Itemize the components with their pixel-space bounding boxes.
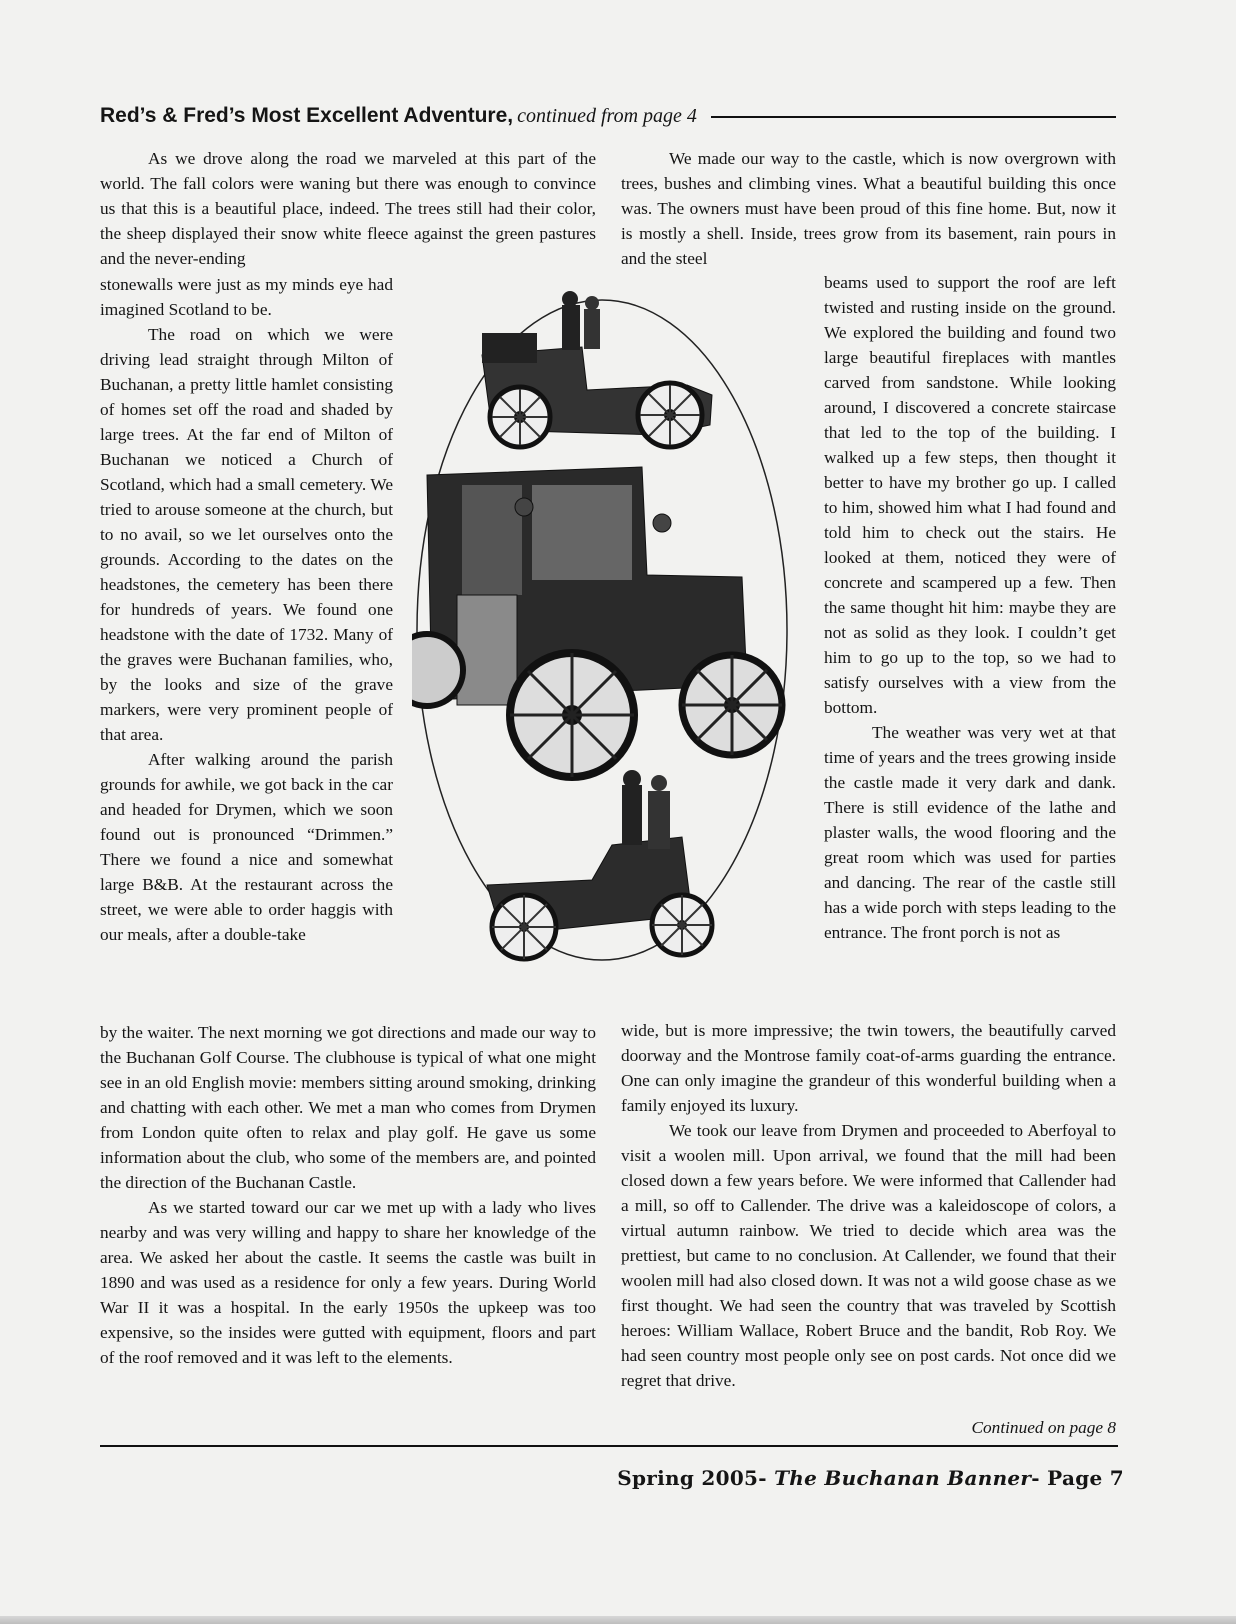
continued-on-label: Continued on page 8 (971, 1418, 1116, 1437)
open-touring-car-image (482, 291, 712, 447)
article-header (100, 104, 1116, 128)
publication-name: The Buchanan Banner (774, 1466, 1032, 1490)
header-rule (711, 116, 1116, 118)
left-column-top (100, 146, 596, 271)
paragraph-continuation: stonewalls were just as my minds eye had imagined Scotland to be. (100, 275, 393, 319)
page-edge (0, 1616, 1236, 1624)
paragraph-continuation: by the waiter. The next morning we got directions and made our way to the Buchanan Golf Course. The clubhouse is typical of what one might see in an old English movie: members sitting around smoking, drinking and chatting with each other. We met a man who comes from Drymen from London quite often to relax and play golf. He gave us some information about the club, who some of the members are, and pointed the direction of the Buchanan Castle. (100, 1023, 596, 1192)
right-column-bottom (621, 1018, 1116, 1393)
closed-carriage-car-image (412, 467, 782, 777)
paragraph: We made our way to the castle, which is now overgrown with trees, bushes and climbing vines. What a beautiful building this once was. The owners must have been proud of this fine home. But, now it is mostly a shell. Inside, trees grow from its basement, rain pours in and the steel (621, 149, 1116, 268)
left-column-bottom (100, 1020, 596, 1370)
runabout-car-image (487, 770, 712, 959)
paragraph: The road on which we were driving lead straight through Milton of Buchanan, a pretty little hamlet consisting of homes set off the road and shaded by large trees. At the far end of Milton of Buchanan we noticed a Church of Scotland, which had a small cemetery. We tried to arouse someone at the church, but to no avail, so we let ourselves onto the grounds. According to the dates on the headstones, the cemetery has been there for hundreds of years. We found one headstone with the date of 1732. Many of the graves were Buchanan families, who, by the looks and size of the grave markers, were very prominent people of that area. (100, 325, 393, 744)
paragraph: As we drove along the road we marveled at this part of the world. The fall colors were waning but there was enough to convince us that this is a beautiful place, indeed. The trees still had their color, the sheep displayed their snow white fleece against the green pastures and the never-ending (100, 149, 596, 268)
footer-rule (100, 1445, 1118, 1447)
continued-from-label: continued from page 4 (517, 105, 697, 127)
paragraph: After walking around the parish grounds for awhile, we got back in the car and headed for Drymen, which we soon found out is pronounced “Drimmen.” There we found a nice and somewhat large B&B. At the restaurant across the street, we were able to order haggis with our meals, after a double-take (100, 750, 393, 944)
page-number: - Page 7 (1031, 1466, 1124, 1490)
vintage-cars-illustration (412, 285, 812, 1020)
left-column-wrap (100, 272, 393, 947)
paragraph: The weather was very wet at that time of years and the trees growing inside the castle made it very dark and dank. There is still evidence of the lathe and plaster walls, the wood flooring and the great room which was used for parties and dancing. The rear of the castle still has a wide porch with steps leading to the entrance. The front porch is not as (824, 723, 1116, 942)
page-footer (617, 1466, 1124, 1490)
issue-season: Spring 2005- (617, 1466, 767, 1490)
article-title: Red’s & Fred’s Most Excellent Adventure, (100, 104, 514, 127)
paragraph-continuation: beams used to support the roof are left twisted and rusting inside on the ground. We explored the building and found two large beautiful fireplaces with mantles carved from sandstone. While looking around, I discovered a concrete staircase that led to the top of the building. I walked up a few steps, then thought it better to have my brother go up. I called to him, showed him what I had found and told him to check out the stairs. He looked at them, noticed they were of concrete and scampered up a few. Then the same thought hit him: maybe they are not as solid as they look. I couldn’t get him to go up to the top, so we had to satisfy ourselves with a view from the bottom. (824, 273, 1116, 717)
right-column-top (621, 146, 1116, 271)
right-column-wrap (824, 270, 1116, 945)
paragraph: As we started toward our car we met up with a lady who lives nearby and was very willing and happy to share her knowledge of the area. We asked her about the castle. It seems the castle was built in 1890 and was used as a residence for only a few years. During World War II it was a hospital. In the early 1950s the upkeep was too expensive, so the insides were gutted with equipment, floors and part of the roof removed and it was left to the elements. (100, 1198, 596, 1367)
paragraph: We took our leave from Drymen and proceeded to Aberfoyal to visit a woolen mill. Upon arrival, we found that the mill had been closed down a few years before. We were informed that Callender had a mill, so off to Callender. The drive was a kaleidoscope of colors, a virtual autumn rainbow. We tried to decide which area was the prettiest, but came to no conclusion. At Callender, we found that their woolen mill had also closed down. It was not a wild goose chase as we first thought. We had seen the country that was traveled by Scottish heroes: William Wallace, Robert Bruce and the bandit, Rob Roy. We had seen country most people only see on post cards. Not once did we regret that drive. (621, 1121, 1116, 1390)
paragraph-continuation: wide, but is more impressive; the twin towers, the beautifully carved doorway and the Montrose family coat-of-arms guarding the entrance. One can only imagine the grandeur of this wonderful building when a family enjoyed its luxury. (621, 1021, 1116, 1115)
